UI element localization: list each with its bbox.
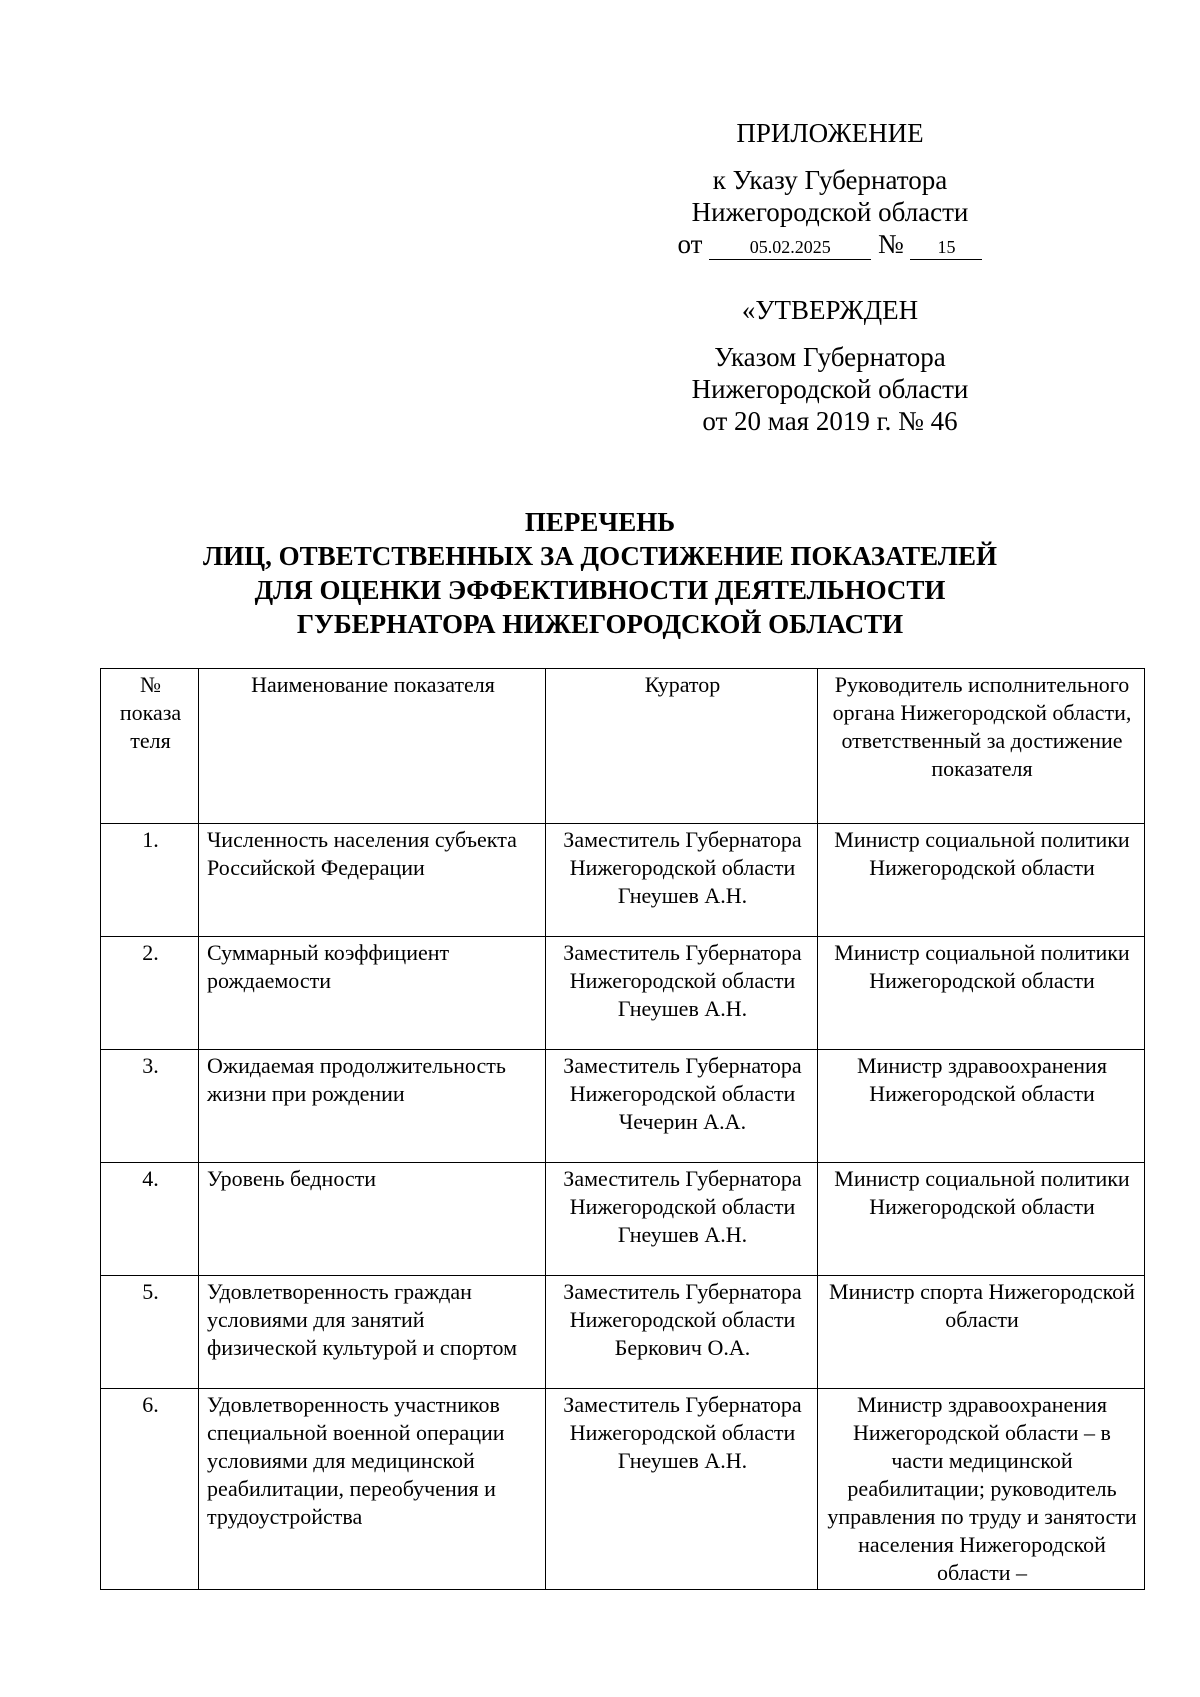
decree-date: 05.02.2025 xyxy=(709,235,871,260)
document-title-line: ДЛЯ ОЦЕНКИ ЭФФЕКТИВНОСТИ ДЕЯТЕЛЬНОСТИ xyxy=(254,575,946,605)
document-title-line: ЛИЦ, ОТВЕТСТВЕННЫХ ЗА ДОСТИЖЕНИЕ ПОКАЗАТЕЛЕЙ xyxy=(203,541,997,571)
row-responsible-head: Министр здравоохранения Нижегородской области xyxy=(818,1050,1145,1163)
row-curator: Заместитель Губернатора Нижегородской области Гнеушев А.Н. xyxy=(546,1389,818,1590)
table-row xyxy=(101,1276,1145,1389)
document-title-line: ПЕРЕЧЕНЬ xyxy=(524,507,676,537)
row-indicator-name: Уровень бедности xyxy=(199,1163,546,1276)
header-curator: Куратор xyxy=(546,669,818,824)
date-prefix: от xyxy=(677,229,703,259)
table-row xyxy=(101,1389,1145,1590)
row-curator: Заместитель Губернатора Нижегородской области Чечерин А.А. xyxy=(546,1050,818,1163)
row-responsible-head: Министр социальной политики Нижегородской области xyxy=(818,1163,1145,1276)
row-indicator-name: Ожидаемая продолжительность жизни при рождении xyxy=(199,1050,546,1163)
table-row xyxy=(101,1163,1145,1276)
row-number: 1. xyxy=(101,824,199,937)
approved-reference xyxy=(620,341,1040,437)
row-number: 2. xyxy=(101,937,199,1050)
row-indicator-name: Численность населения субъекта Российской Федерации xyxy=(199,824,546,937)
appendix-ref-line: Нижегородской области xyxy=(691,197,969,227)
row-responsible-head: Министр спорта Нижегородской области xyxy=(818,1276,1145,1389)
row-indicator-name: Удовлетворенность граждан условиями для занятий физической культурой и спортом xyxy=(199,1276,546,1389)
row-curator: Заместитель Губернатора Нижегородской области Гнеушев А.Н. xyxy=(546,824,818,937)
row-curator: Заместитель Губернатора Нижегородской области Беркович О.А. xyxy=(546,1276,818,1389)
row-indicator-name: Удовлетворенность участников специальной военной операции условиями для медицинской реабилитации, переобучения и трудоустройства xyxy=(199,1389,546,1590)
row-number: 3. xyxy=(101,1050,199,1163)
row-responsible-head: Министр социальной политики Нижегородской области xyxy=(818,824,1145,937)
row-number: 4. xyxy=(101,1163,199,1276)
appendix-title: ПРИЛОЖЕНИЕ xyxy=(736,118,924,148)
indicators-table xyxy=(100,668,1145,1590)
table-row xyxy=(101,824,1145,937)
appendix-reference xyxy=(620,164,1040,228)
header-number: № показа теля xyxy=(101,669,199,824)
table-header-row xyxy=(101,669,1145,824)
row-curator: Заместитель Губернатора Нижегородской области Гнеушев А.Н. xyxy=(546,937,818,1050)
decree-number: 15 xyxy=(910,235,982,260)
approved-title: «УТВЕРЖДЕН xyxy=(741,295,919,325)
document-title-line: ГУБЕРНАТОРА НИЖЕГОРОДСКОЙ ОБЛАСТИ xyxy=(296,609,904,639)
table-row xyxy=(101,1050,1145,1163)
row-number: 6. xyxy=(101,1389,199,1590)
header-responsible-head: Руководитель исполнительного органа Нижегородской области, ответственный за достижение показателя xyxy=(818,669,1145,824)
row-curator: Заместитель Губернатора Нижегородской области Гнеушев А.Н. xyxy=(546,1163,818,1276)
row-number: 5. xyxy=(101,1276,199,1389)
header-indicator-name: Наименование показателя xyxy=(199,669,546,824)
appendix-date-number-line xyxy=(620,228,1040,260)
document-title xyxy=(100,505,1100,641)
approved-ref-line: Указом Губернатора xyxy=(714,342,946,372)
approved-ref-line: Нижегородской области xyxy=(691,374,969,404)
row-responsible-head: Министр здравоохранения Нижегородской области – в части медицинской реабилитации; руководитель управления по труду и занятости населения Нижегородской области – xyxy=(818,1389,1145,1590)
row-responsible-head: Министр социальной политики Нижегородской области xyxy=(818,937,1145,1050)
table-row xyxy=(101,937,1145,1050)
appendix-ref-line: к Указу Губернатора xyxy=(712,165,948,195)
number-sign: № xyxy=(877,229,904,259)
row-indicator-name: Суммарный коэффициент рождаемости xyxy=(199,937,546,1050)
approved-ref-line: от 20 мая 2019 г. № 46 xyxy=(702,406,958,436)
